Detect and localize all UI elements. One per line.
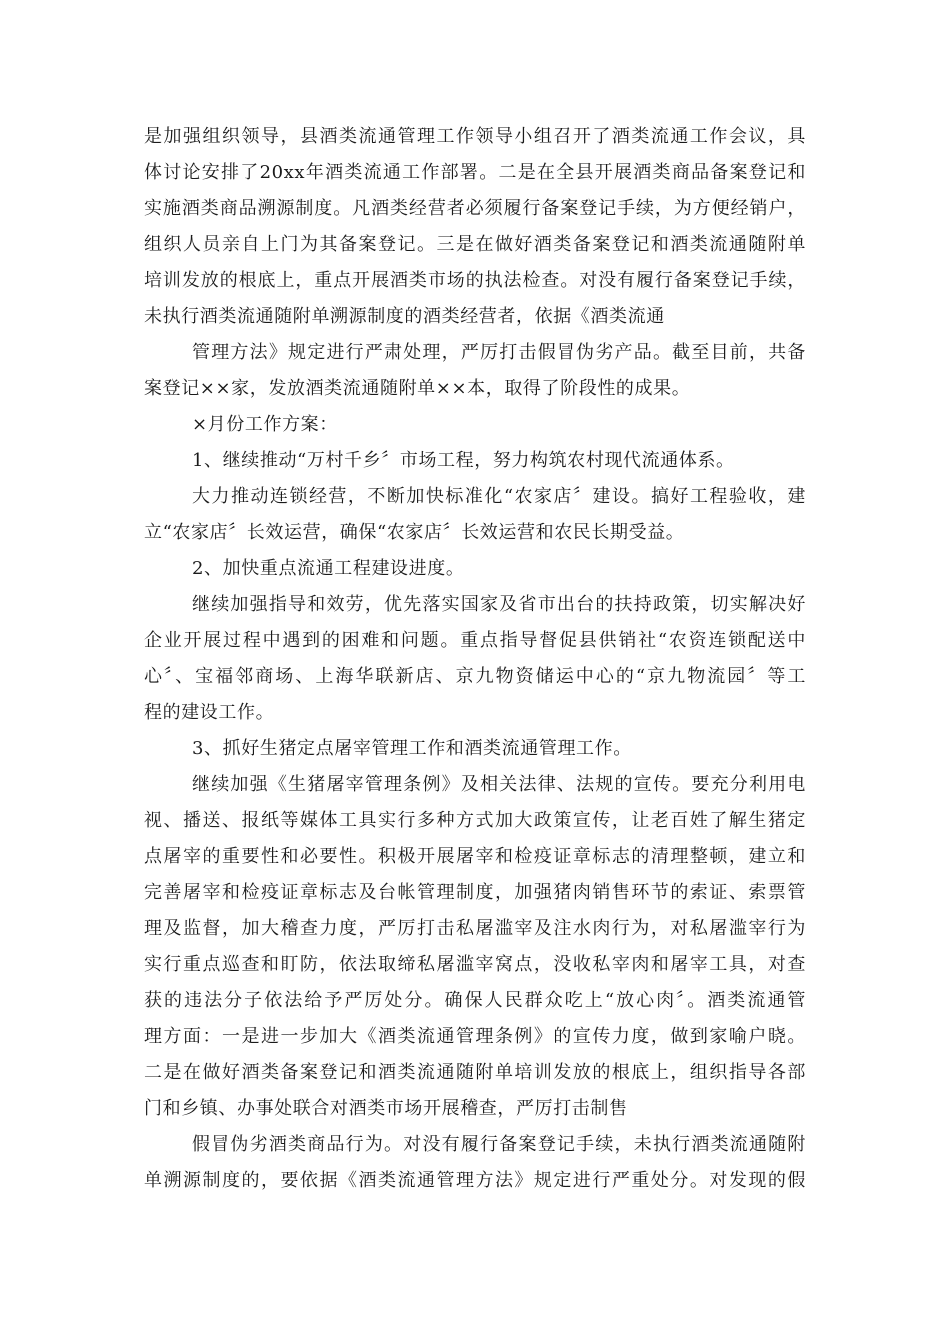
- text-line: 程的建设工作。: [144, 702, 275, 723]
- text-line: 企业开展过程中遇到的困难和问题。重点指导督促县供销社“农资连锁配送中: [144, 630, 806, 651]
- text-line: 心〞、宝福邻商场、上海华联新店、京九物资储运中心的“京九物流园〞等工: [144, 666, 806, 687]
- text-line: 点屠宰的重要性和必要性。积极开展屠宰和检疫证章标志的清理整顿，建立和: [144, 846, 806, 867]
- paragraph-first-line: 大力推动连锁经营，不断加快标准化“农家店〞建设。搞好工程验收，建: [192, 486, 806, 507]
- text-line: 实施酒类商品溯源制度。凡酒类经营者必须履行备案登记手续，为方便经销户，: [144, 198, 806, 219]
- text-line: 完善屠宰和检疫证章标志及台帐管理制度，加强猪肉销售环节的索证、索票管: [144, 882, 806, 903]
- text-line: 案登记××家，发放酒类流通随附单××本，取得了阶段性的成果。: [144, 378, 691, 399]
- text-line: 视、播送、报纸等媒体工具实行多种方式加大政策宣传，让老百姓了解生猪定: [144, 810, 806, 831]
- paragraph-first-line: 继续加强指导和效劳，优先落实国家及省市出台的扶持政策，切实解决好: [192, 594, 806, 615]
- paragraph-first-line: 继续加强《生猪屠宰管理条例》及相关法律、法规的宣传。要充分利用电: [192, 774, 806, 795]
- text-line: 门和乡镇、办事处联合对酒类市场开展稽查，严厉打击制售: [144, 1098, 628, 1119]
- item-heading: 2、加快重点流通工程建设进度。: [192, 558, 465, 579]
- text-line: 理方面：一是进一步加大《酒类流通管理条例》的宣传力度，做到家喻户晓。: [144, 1026, 806, 1047]
- text-line: 是加强组织领导，县酒类流通管理工作领导小组召开了酒类流通工作会议，具: [144, 126, 806, 147]
- text-line: 组织人员亲自上门为其备案登记。三是在做好酒类备案登记和酒类流通随附单: [144, 234, 806, 255]
- text-line: 培训发放的根底上，重点开展酒类市场的执法检查。对没有履行备案登记手续，: [144, 270, 806, 291]
- text-line: 立“农家店〞长效运营，确保“农家店〞长效运营和农民长期受益。: [144, 522, 685, 543]
- text-line: 单溯源制度的，要依据《酒类流通管理方法》规定进行严重处分。对发现的假: [144, 1170, 806, 1191]
- text-line: 体讨论安排了20xx年酒类流通工作部署。二是在全县开展酒类商品备案登记和: [144, 162, 806, 183]
- item-heading: 1、继续推动“万村千乡〞市场工程，努力构筑农村现代流通体系。: [192, 450, 735, 471]
- text-line: 二是在做好酒类备案登记和酒类流通随附单培训发放的根底上，组织指导各部: [144, 1062, 806, 1083]
- item-heading: 3、抓好生猪定点屠宰管理工作和酒类流通管理工作。: [192, 738, 632, 759]
- paragraph-first-line: 管理方法》规定进行严肃处理，严厉打击假冒伪劣产品。截至目前，共备: [192, 342, 806, 363]
- text-line: 实行重点巡查和盯防，依法取缔私屠滥宰窝点，没收私宰肉和屠宰工具，对查: [144, 954, 806, 975]
- section-heading: ×月份工作方案：: [192, 414, 338, 435]
- text-line: 获的违法分子依法给予严厉处分。确保人民群众吃上“放心肉〞。酒类流通管: [144, 990, 806, 1011]
- text-line: 未执行酒类流通随附单溯源制度的酒类经营者，依据《酒类流通: [144, 306, 665, 327]
- paragraph-first-line: 假冒伪劣酒类商品行为。对没有履行备案登记手续，未执行酒类流通随附: [192, 1134, 806, 1155]
- text-line: 理及监督，加大稽查力度，严厉打击私屠滥宰及注水肉行为，对私屠滥宰行为: [144, 918, 806, 939]
